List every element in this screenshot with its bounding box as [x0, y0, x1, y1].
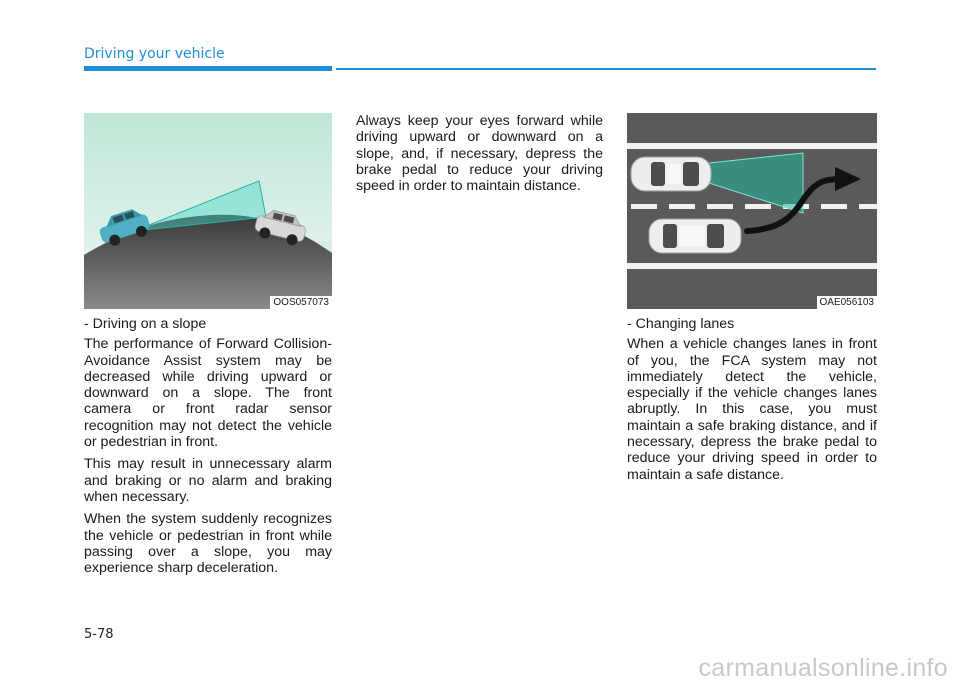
- header-rule-thick: [84, 66, 332, 71]
- paragraph: The performance of Forward Collision-Avoidance Assist system may be decreased while driving upward or downward on a slope. The front camera or front radar sensor recognition may not detect the vehicle or pedestrian in front.: [84, 336, 332, 451]
- paragraph: When a vehicle changes lanes in front of you, the FCA system may not immediately detect the vehicle, especially if the vehicle changes lanes abruptly. In this case, you must maintain a safe braking distance, and if necessary, depress the brake pedal to reduce your driving speed in order to maintain a safe distance.: [627, 336, 877, 483]
- page-number: 5-78: [84, 627, 114, 642]
- lane-change-illustration: [627, 113, 877, 309]
- figure-code: OAE056103: [817, 296, 878, 309]
- text-column-left: [84, 316, 332, 582]
- section-title: Driving your vehicle: [84, 46, 225, 62]
- slope-illustration: [84, 113, 332, 309]
- subsection-heading: - Driving on a slope: [84, 316, 207, 332]
- figure-code: OOS057073: [270, 296, 332, 309]
- subsection-heading: - Changing lanes: [627, 316, 735, 332]
- watermark: carmanualsonline.info: [698, 654, 948, 682]
- paragraph: This may result in unnecessary alarm and braking or no alarm and braking when necessary.: [84, 456, 332, 505]
- paragraph: When the system suddenly recognizes the vehicle or pedestrian in front while passing over a slope, you may experience sharp deceleration.: [84, 511, 332, 577]
- header-rule-thin: [336, 68, 876, 70]
- text-column-middle: [356, 113, 603, 200]
- paragraph: Always keep your eyes forward while driving upward or downward on a slope, and, if necessary, depress the brake pedal to reduce your driving speed in order to maintain distance.: [356, 113, 603, 195]
- text-column-right: [627, 316, 877, 489]
